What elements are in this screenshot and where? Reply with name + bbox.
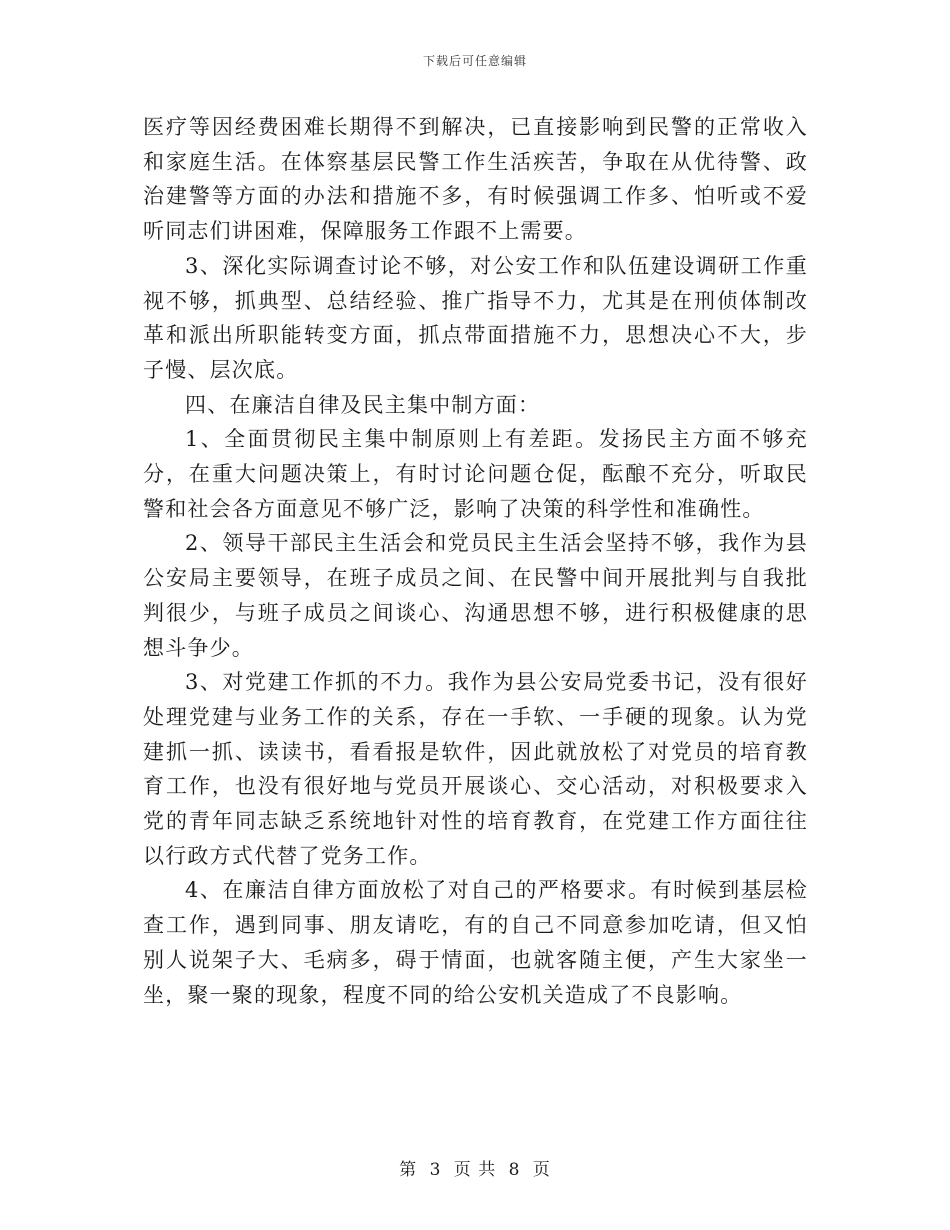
document-body bbox=[143, 110, 808, 1012]
paragraph-item-4-self-discipline: 4、在廉洁自律方面放松了对自己的严格要求。有时候到基层检查工作，遇到同事、朋友请吃，有的自己不同意参加吃请，但又怕别人说架子大、毛病多，碍于情面，也就客随主便，产生大家坐一坐，聚一聚的现象，程度不同的给公安机关造成了不良影响。 bbox=[143, 878, 808, 1007]
paragraph-item-2-meetings: 2、领导干部民主生活会和党员民主生活会坚持不够，我作为县公安局主要领导，在班子成员之间、在民警中间开展批判与自我批判很少，与班子成员之间谈心、沟通思想不够，进行积极健康的思想斗争少。 bbox=[143, 531, 808, 660]
paragraph-item-3-research: 3、深化实际调查讨论不够，对公安工作和队伍建设调研工作重视不够，抓典型、总结经验、推广指导不力，尤其是在刑侦体制改革和派出所职能转变方面，抓点带面措施不力，思想决心不大，步子慢、层次底。 bbox=[143, 253, 808, 382]
footer-middle: 页 共 bbox=[453, 1160, 497, 1180]
paragraph-continuation: 医疗等因经费困难长期得不到解决，已直接影响到民警的正常收入和家庭生活。在体察基层民警工作生活疾苦，争取在从优待警、政治建警等方面的办法和措施不多，有时候强调工作多、怕听或不爱听同志们讲困难，保障服务工作跟不上需要。 bbox=[143, 115, 808, 244]
page-footer bbox=[0, 1155, 950, 1180]
paragraph-item-3-party-building: 3、对党建工作抓的不力。我作为县公安局党委书记，没有很好处理党建与业务工作的关系，存在一手软、一手硬的现象。认为党建抓一抓、读读书，看看报是软件，因此就放松了对党员的培育教育工作，也没有很好地与党员开展谈心、交心活动，对积极要求入党的青年同志缺乏系统地针对性的培育教育，在党建工作方面往往以行政方式代替了党务工作。 bbox=[143, 670, 808, 868]
page-header: 下载后可任意编辑 bbox=[422, 54, 527, 68]
footer-prefix: 第 bbox=[399, 1160, 418, 1180]
paragraph-item-1-democracy: 1、全面贯彻民主集中制原则上有差距。发扬民主方面不够充分，在重大问题决策上，有时讨论问题仓促，酝酿不充分，听取民警和社会各方面意见不够广泛，影响了决策的科学性和准确性。 bbox=[143, 427, 808, 521]
page-total: 8 bbox=[508, 1160, 521, 1180]
section-heading-4: 四、在廉洁自律及民主集中制方面： bbox=[185, 392, 541, 417]
page-number: 3 bbox=[429, 1160, 442, 1180]
footer-suffix: 页 bbox=[532, 1160, 551, 1180]
